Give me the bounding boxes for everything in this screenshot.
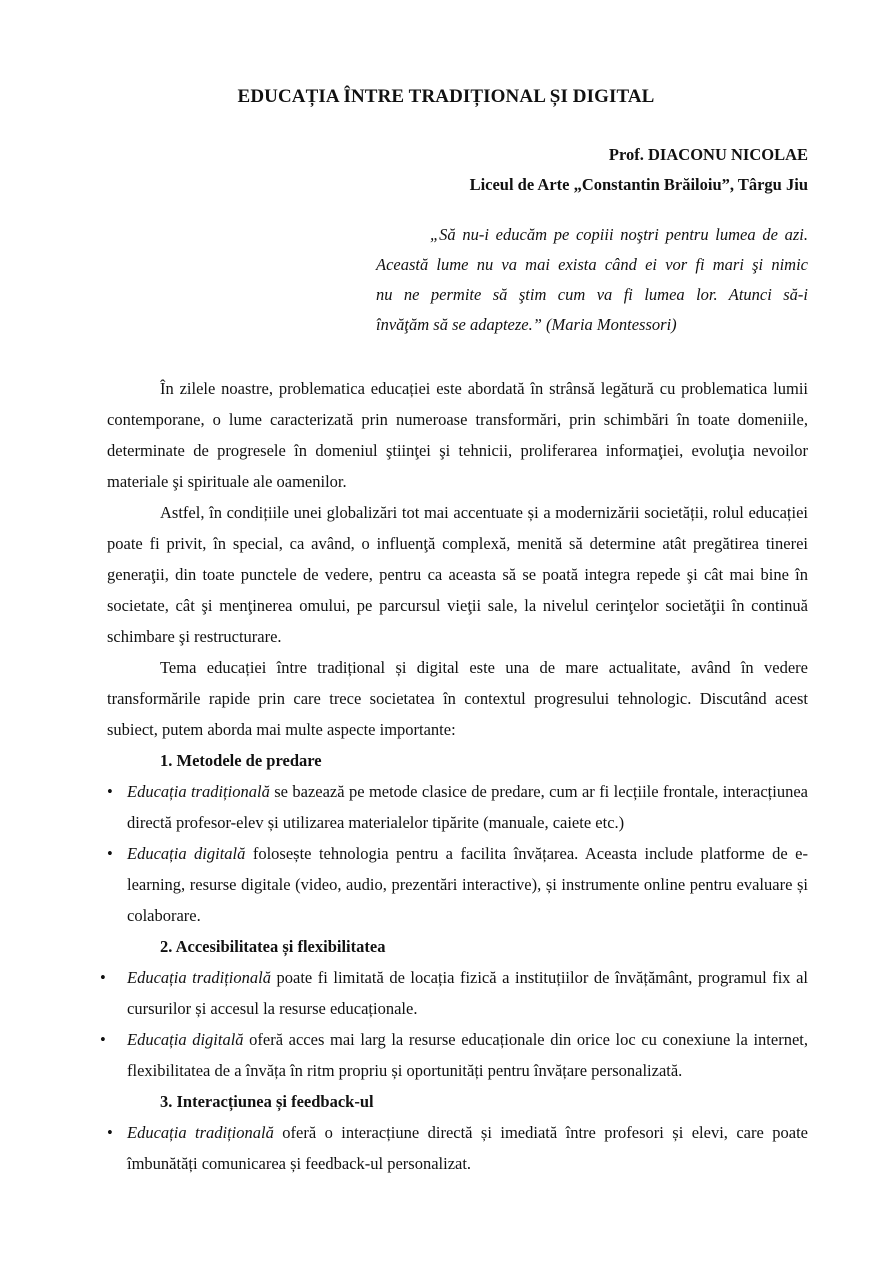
section-heading: 3. Interacțiunea și feedback-ul (160, 1092, 374, 1111)
list-item (100, 962, 808, 1024)
bullet-icon: • (107, 844, 113, 863)
motto-quote (376, 220, 808, 340)
document-title: EDUCAȚIA ÎNTRE TRADIȚIONAL ȘI DIGITAL (237, 86, 655, 107)
motto-line: învăţăm să se adapteze.” (Maria Montessori) (376, 315, 677, 334)
author-name: Prof. DIACONU NICOLAE (608, 145, 808, 164)
list-item (100, 1024, 808, 1086)
bullet-icon: • (100, 1030, 106, 1049)
section-heading: 1. Metodele de predare (160, 751, 322, 770)
list-item (107, 1117, 808, 1179)
author-institution: Liceul de Arte „Constantin Brăiloiu”, Târgu Jiu (469, 175, 808, 194)
list-item-term: Educația digitală (127, 1030, 244, 1049)
list-item-text: oferă acces mai larg la resurse educaționale din orice loc cu conexiune la internet, flexibilitatea de a învăța în ritm propriu și oportunități pentru învățare personalizată. (127, 1030, 808, 1080)
list-item-term: Educația tradițională (127, 1123, 274, 1142)
motto-line: „Să nu-i educăm pe copiii noştri pentru lumea de azi. (430, 225, 808, 244)
bullet-icon: • (107, 1123, 113, 1142)
list-item-text: poate fi limitată de locația fizică a instituțiilor de învățământ, programul fix al cursurilor și accesul la resurse educaționale. (127, 968, 808, 1018)
motto-line: nu ne permite să ştim cum va fi lumea lor. Atunci să-i (376, 285, 808, 304)
list-item (107, 838, 808, 931)
list-item-text: folosește tehnologia pentru a facilita învățarea. Aceasta include platforme de e-learning, resurse digitale (video, audio, prezentări interactive), și instrumente online pentru evaluare și colaborare. (127, 844, 808, 925)
bullet-icon: • (100, 968, 106, 987)
motto-line: Această lume nu va mai exista când ei vor fi mari şi nimic (376, 255, 808, 274)
paragraph: Astfel, în condițiile unei globalizări tot mai accentuate și a modernizării societății, rolul educației poate fi privit, în special, ca având, o influenţă complexă, menită să determine atât pregătirea tinerei generaţii, din toate punctele de vedere, pentru ca aceasta să se poată integra repede şi cât mai bine în societate, cât şi menţinerea omului, pe parcursul vieţii sale, la nivelul cerinţelor societăţii în continuă schimbare şi restructurare. (107, 503, 808, 646)
list-item-text: se bazează pe metode clasice de predare, cum ar fi lecțiile frontale, interacțiunea directă profesor-elev și utilizarea materialelor tipărite (manuale, caiete etc.) (127, 782, 808, 832)
list-item-term: Educația digitală (127, 844, 246, 863)
list-item-text: oferă o interacțiune directă și imediată între profesori și elevi, care poate îmbunătăți comunicarea și feedback-ul personalizat. (127, 1123, 808, 1173)
section-heading: 2. Accesibilitatea și flexibilitatea (160, 937, 386, 956)
paragraph: În zilele noastre, problematica educației este abordată în strânsă legătură cu problematica lumii contemporane, o lume caracterizată prin numeroase transformări, prin schimbări în toate domeniile, determinate de progresele în domeniul ştiinţei şi tehnicii, proliferarea informaţiei, evoluţia nevoilor materiale şi spirituale ale oamenilor. (107, 379, 808, 491)
author-block (470, 140, 808, 200)
bullet-icon: • (107, 782, 113, 801)
list-item-term: Educația tradițională (127, 968, 271, 987)
list-item-term: Educația tradițională (127, 782, 270, 801)
body-text (100, 373, 808, 1179)
paragraph: Tema educației între tradițional și digital este una de mare actualitate, având în vedere transformările rapide prin care trece societatea în contextul progresului tehnologic. Discutând acest subiect, putem aborda mai multe aspecte importante: (107, 658, 808, 739)
list-item (107, 776, 808, 838)
